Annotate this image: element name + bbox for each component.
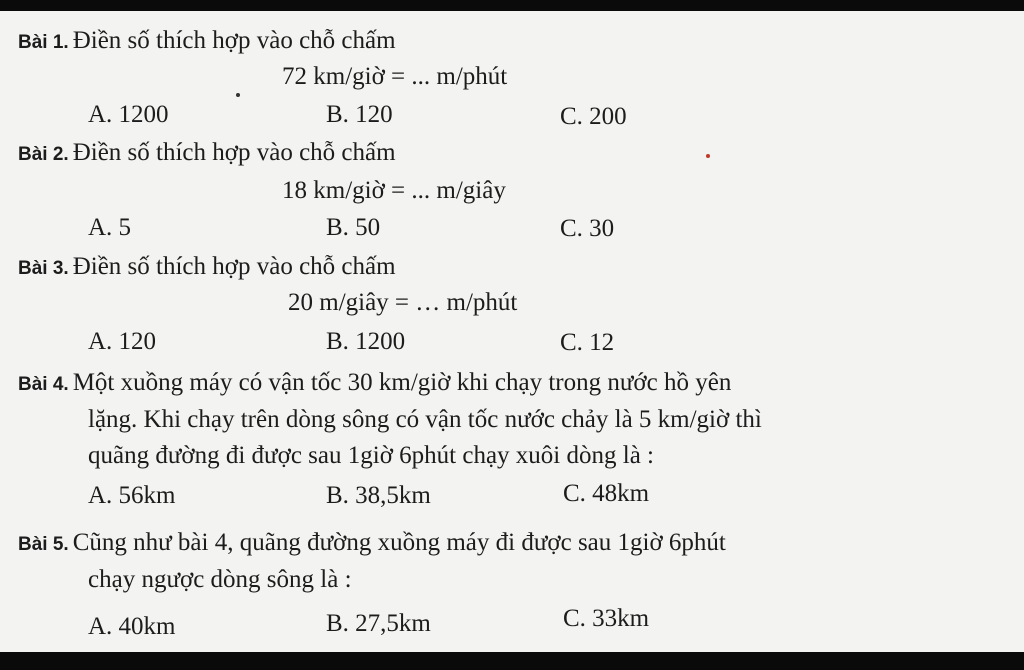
problem-2-option-b: B. 50 xyxy=(326,214,381,241)
problem-3-expression: 20 m/giây = … m/phút xyxy=(288,289,518,316)
problem-1-option-b: B. 120 xyxy=(326,101,393,128)
problem-5-statement xyxy=(18,528,726,560)
problem-5-line-2: chạy ngược dòng sông là : xyxy=(88,566,352,593)
problem-3-statement xyxy=(18,252,396,284)
problem-4-option-b: B. 38,5km xyxy=(326,482,431,509)
problem-4-line-3: quãng đường đi được sau 1giờ 6phút chạy xuôi dòng là : xyxy=(88,442,654,469)
problem-5-option-b: B. 27,5km xyxy=(326,610,431,637)
problem-4-label: Bài 4. xyxy=(18,374,69,395)
problem-3-label: Bài 3. xyxy=(18,258,69,279)
worksheet-page xyxy=(0,11,1024,652)
problem-2-statement xyxy=(18,138,396,170)
problem-1-option-a: A. 1200 xyxy=(88,101,169,128)
problem-3-option-a: A. 120 xyxy=(88,328,157,355)
problem-4-option-a: A. 56km xyxy=(88,482,176,509)
problem-1-statement xyxy=(18,26,396,58)
problem-2-option-c: C. 30 xyxy=(560,215,615,242)
problem-5-option-c: C. 33km xyxy=(563,605,650,632)
problem-1-label: Bài 1. xyxy=(18,32,69,53)
problem-5-line-1: Cũng như bài 4, quãng đường xuồng máy đi được sau 1giờ 6phút xyxy=(72,529,726,556)
problem-1-option-c: C. 200 xyxy=(560,103,627,130)
problem-3-text: Điền số thích hợp vào chỗ chấm xyxy=(72,253,396,280)
problem-2-text: Điền số thích hợp vào chỗ chấm xyxy=(72,139,396,166)
problem-5-option-a: A. 40km xyxy=(88,613,176,640)
problem-4-option-c: C. 48km xyxy=(563,480,650,507)
problem-2-label: Bài 2. xyxy=(18,144,69,165)
problem-3-option-b: B. 1200 xyxy=(326,328,406,355)
problem-2-expression: 18 km/giờ = ... m/giây xyxy=(282,177,506,204)
problem-4-line-2: lặng. Khi chạy trên dòng sông có vận tốc nước chảy là 5 km/giờ thì xyxy=(88,406,762,433)
problem-1-expression: 72 km/giờ = ... m/phút xyxy=(282,63,508,90)
problem-2-option-a: A. 5 xyxy=(88,214,132,241)
problem-4-statement xyxy=(18,368,731,400)
problem-5-label: Bài 5. xyxy=(18,534,69,555)
problem-1-text: Điền số thích hợp vào chỗ chấm xyxy=(72,27,396,54)
red-ink-speck xyxy=(706,154,710,158)
problem-3-option-c: C. 12 xyxy=(560,329,615,356)
ink-speck xyxy=(236,93,240,97)
problem-4-line-1: Một xuồng máy có vận tốc 30 km/giờ khi chạy trong nước hồ yên xyxy=(72,369,732,396)
